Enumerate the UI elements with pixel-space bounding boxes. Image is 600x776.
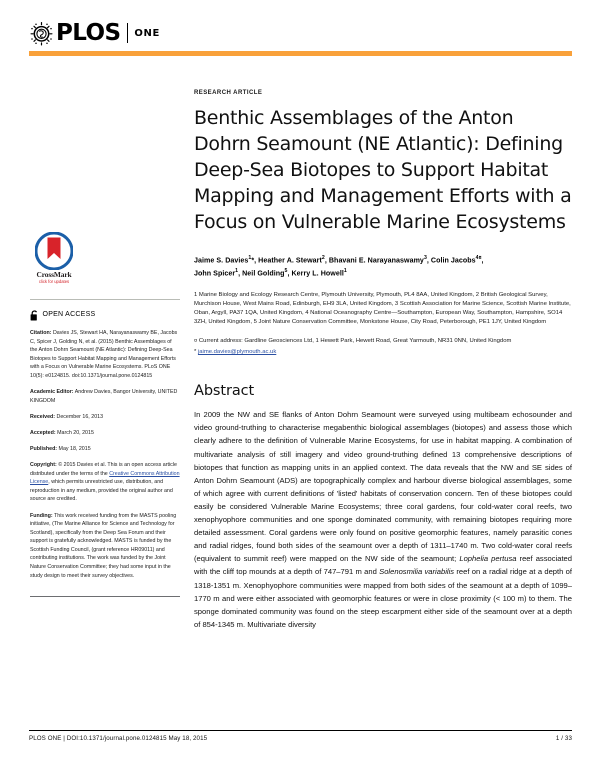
abstract-body — [194, 408, 572, 631]
author-affil-marker: 1 — [248, 255, 252, 261]
copyright-label: Copyright: — [30, 462, 57, 469]
masthead-accent-bar — [29, 51, 572, 56]
footer-divider — [29, 730, 572, 731]
author-affil-marker: 3 — [423, 255, 427, 261]
accepted-date: March 20, 2015 — [55, 429, 94, 436]
corresponding-marker: * — [194, 349, 197, 356]
accepted-label: Accepted: — [30, 429, 56, 436]
published-block — [30, 445, 180, 454]
funding-block — [30, 512, 180, 581]
page-title: Benthic Assemblages of the Anton Dohrn Seamount (NE Atlantic): Defining Deep-Sea Biotopes to Support Habitat Mapping and Management Efforts with a Focus on Vulnerable Marine Ecosystems — [194, 107, 572, 233]
funding-label: Funding: — [30, 512, 53, 519]
crossmark-widget[interactable] — [30, 232, 78, 285]
citation-text: Davies JS, Stewart HA, Narayanaswamy BE, Jacobs C, Spicer J, Golding N, et al. (2015) Benthic Assemblages of the Anton Dohrn Seamount (NE Atlantic): Defining Deep-Sea Biotopes to Support Habitat Mapping and Management Efforts with a Focus on Vulnerable Marine Ecosystems. PLoS ONE 10(5): e0124815. doi:10.1371/journal.pone.0124815 — [30, 330, 178, 379]
affiliation-list: 1 Marine Biology and Ecology Research Centre, Plymouth University, Plymouth, PL4 8AA, United Kingdom, 2 British Geological Survey, Murchison House, West Mains Road, Edinburgh, EH9 3LA, United Kingdom, 3 Scottish Association for Marine Science, Scottish Marine Institute, Oban, Argyll, PA37 1QA, United Kingdom, 4 National Oceanography Centre—Southampton, European Way, Southampton, Hampshire, SO14 3ZH, United Kingdom, 5 Joint Nature Conservation Committee, Monkstone House, City Road, Peterborough, PE1 1JY, United Kingdom — [194, 291, 571, 325]
author-sep: *, Heather A. Stewart — [251, 256, 322, 265]
received-label: Received: — [30, 413, 56, 420]
received-date: December 16, 2013 — [55, 413, 104, 420]
corresponding-author-line — [194, 348, 572, 357]
creative-commons-license-link[interactable]: Creative Commons Attribution License — [30, 470, 180, 486]
journal-name-text: ONE — [134, 27, 160, 39]
author-affil-marker: 5 — [284, 268, 288, 275]
received-block — [30, 413, 180, 422]
abstract-species-name: Lophelia pertusa — [459, 554, 517, 564]
footer-citation: PLOS ONE | DOI:10.1371/journal.pone.0124815 May 18, 2015 — [29, 735, 208, 742]
article-type-kicker: RESEARCH ARTICLE — [194, 90, 263, 96]
article-sidebar — [30, 232, 180, 597]
copyright-text-pre: © 2015 Davies et al. This is an open access article distributed under the terms of the — [30, 462, 177, 477]
citation-label: Citation: — [30, 330, 52, 336]
author-affil-marker: 1 — [343, 268, 347, 275]
author-affil-marker: 4¤ — [475, 255, 482, 261]
author-sep: , Neil Golding — [238, 269, 285, 278]
author-sep: , Colin Jacobs — [426, 256, 476, 265]
plos-brand-text: PLOS — [56, 19, 121, 46]
plos-sun-icon — [29, 21, 54, 46]
academic-editor-text: Andrew Davies, Bangor University, UNITED KINGDOM — [30, 389, 178, 404]
academic-editor-block — [30, 388, 180, 405]
author-sep: , Bhavani E. Narayanaswamy — [324, 256, 424, 265]
abstract-paragraph-part: reef associated with the cliff top mounds at a depth of 747–791 m and — [194, 554, 573, 577]
crossmark-sublabel: click for updates — [38, 279, 70, 284]
published-date: May 18, 2015 — [57, 445, 91, 452]
author-name: John Spicer — [194, 269, 236, 278]
author-affil-marker: 1 — [235, 268, 239, 275]
crossmark-label: CrossMark — [36, 270, 72, 279]
page-number: 1 / 33 — [555, 735, 572, 742]
published-label: Published: — [30, 445, 58, 452]
academic-editor-label: Academic Editor: — [30, 389, 74, 396]
author-affil-marker: 2 — [321, 255, 325, 261]
citation-block — [30, 329, 180, 381]
funding-text: This work received funding from the MASTS pooling initiative, (The Marine Alliance for Science and Technology for Scotland), specifically from the Deep Sea Forum and their support is gratefully acknowledged. MASTS is funded by the Scottish Funding Council, (grant reference HR09011) and contributing institutions. The work was funded by the Joint Nature Conservation Committee; they had some input in the study design to meet their survey objectives. — [30, 512, 177, 579]
page-footer — [29, 735, 572, 742]
current-address-note: ¤ Current address: Gardline Geosciences Ltd, 1 Hewett Park, Hewett Road, Great Yarmouth, NR31 0NN, United Kingdom — [194, 338, 512, 345]
author-name: Jaime S. Davies — [194, 256, 249, 265]
abstract-paragraph-part: In 2009 the NW and SE flanks of Anton Dohrn Seamount were surveyed using multibeam echosounder and video ground-truthing to characterise megabenthic biological assemblages (biotopes) and assess those which clearly adhere to the definition of Vulnerable Marine Ecosystems, for use in habitat mapping. A combination of multivariate analysis of still imagery and video ground-truthing defined 13 comprehensive descriptions of biotopes that function as mapping units in an applied context. The data reveals that the NW and SE sides of Anton Dohrn Seamount (ADS) are topographically complex and harbour diverse biological assemblages, some of which agree with current definitions of 'listed' habitats of conservation concern. Ten of these biotopes could easily be considered Vulnerable Marine Ecosystems; three coral gardens, four cold-water coral reefs, two xenophyophore communities and one sponge dominated community, with remaining biotopes requiring more detailed assessment. Coral gardens were only found on positive geomorphic features, namely parasitic cones and radial ridges, found both sides of the seamount over a depth of 1311–1740 m. Two cold-water coral reefs (equivalent to summit reef) were mapped on the NW side of the seamount; — [194, 410, 572, 564]
author-list — [194, 253, 572, 280]
article-main-column — [194, 90, 572, 631]
crossmark-badge-icon — [35, 232, 73, 270]
abstract-heading: Abstract — [194, 383, 255, 400]
abstract-species-name: Solenosmilia variabilis — [379, 567, 455, 577]
accepted-block — [30, 429, 180, 438]
open-access-badge — [30, 310, 180, 321]
copyright-text-post: , which permits unrestricted use, distribution, and reproduction in any medium, provided the original author and source are credited. — [30, 479, 173, 503]
author-sep: , — [481, 256, 484, 265]
sidebar-divider-top — [30, 299, 180, 300]
author-sep: , Kerry L. Howell — [287, 269, 344, 278]
open-access-label: OPEN ACCESS — [42, 311, 96, 319]
corresponding-email-link[interactable]: jaime.davies@plymouth.ac.uk — [197, 349, 277, 356]
copyright-block — [30, 461, 180, 504]
abstract-paragraph-part: reef on a radial ridge at a depth of 1318-1351 m. Xenophyophore communities were mapped from both sides of the seamount at a depth of 1099–1770 m and were either associated with geomorphic features or were in close proximity (< 100 m) to them. The sponge dominated community was found on the steep escarpment either side of the seamount over at a depth of 854-1345 m. Multivariate diversity — [194, 567, 573, 629]
plos-logo — [29, 18, 571, 48]
sidebar-divider-bottom — [30, 596, 180, 597]
masthead-divider — [127, 23, 128, 43]
open-lock-icon — [30, 310, 39, 321]
